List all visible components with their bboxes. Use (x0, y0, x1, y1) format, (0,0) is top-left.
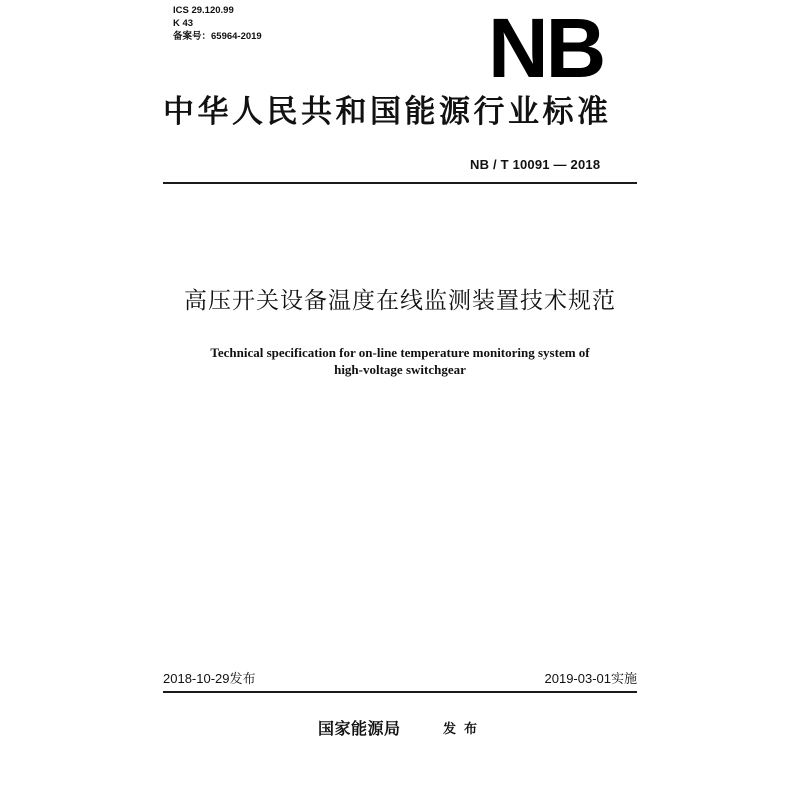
issued-date: 2018-10-29发布 (163, 671, 256, 686)
nb-logo: NB (488, 1, 604, 95)
ics-code: ICS 29.120.99 (173, 5, 234, 16)
organization-title: 中华人民共和国能源行业标准 (163, 94, 612, 130)
document-title-cn: 高压开关设备温度在线监测装置技术规范 (184, 288, 616, 314)
standard-code: NB / T 10091 — 2018 (470, 157, 601, 172)
document-title-en-line1: Technical specification for on-line temperature monitoring system of (210, 345, 590, 360)
top-divider (163, 182, 637, 184)
implemented-date: 2019-03-01实施 (544, 671, 637, 686)
classification-code: K 43 (173, 18, 194, 29)
document-title-en-line2: high-voltage switchgear (334, 362, 466, 377)
publish-label: 发布 (443, 722, 486, 737)
publisher-name: 国家能源局 (318, 719, 401, 738)
record-number: 备案号：65964-2019 (173, 31, 262, 42)
bottom-divider (163, 691, 637, 693)
